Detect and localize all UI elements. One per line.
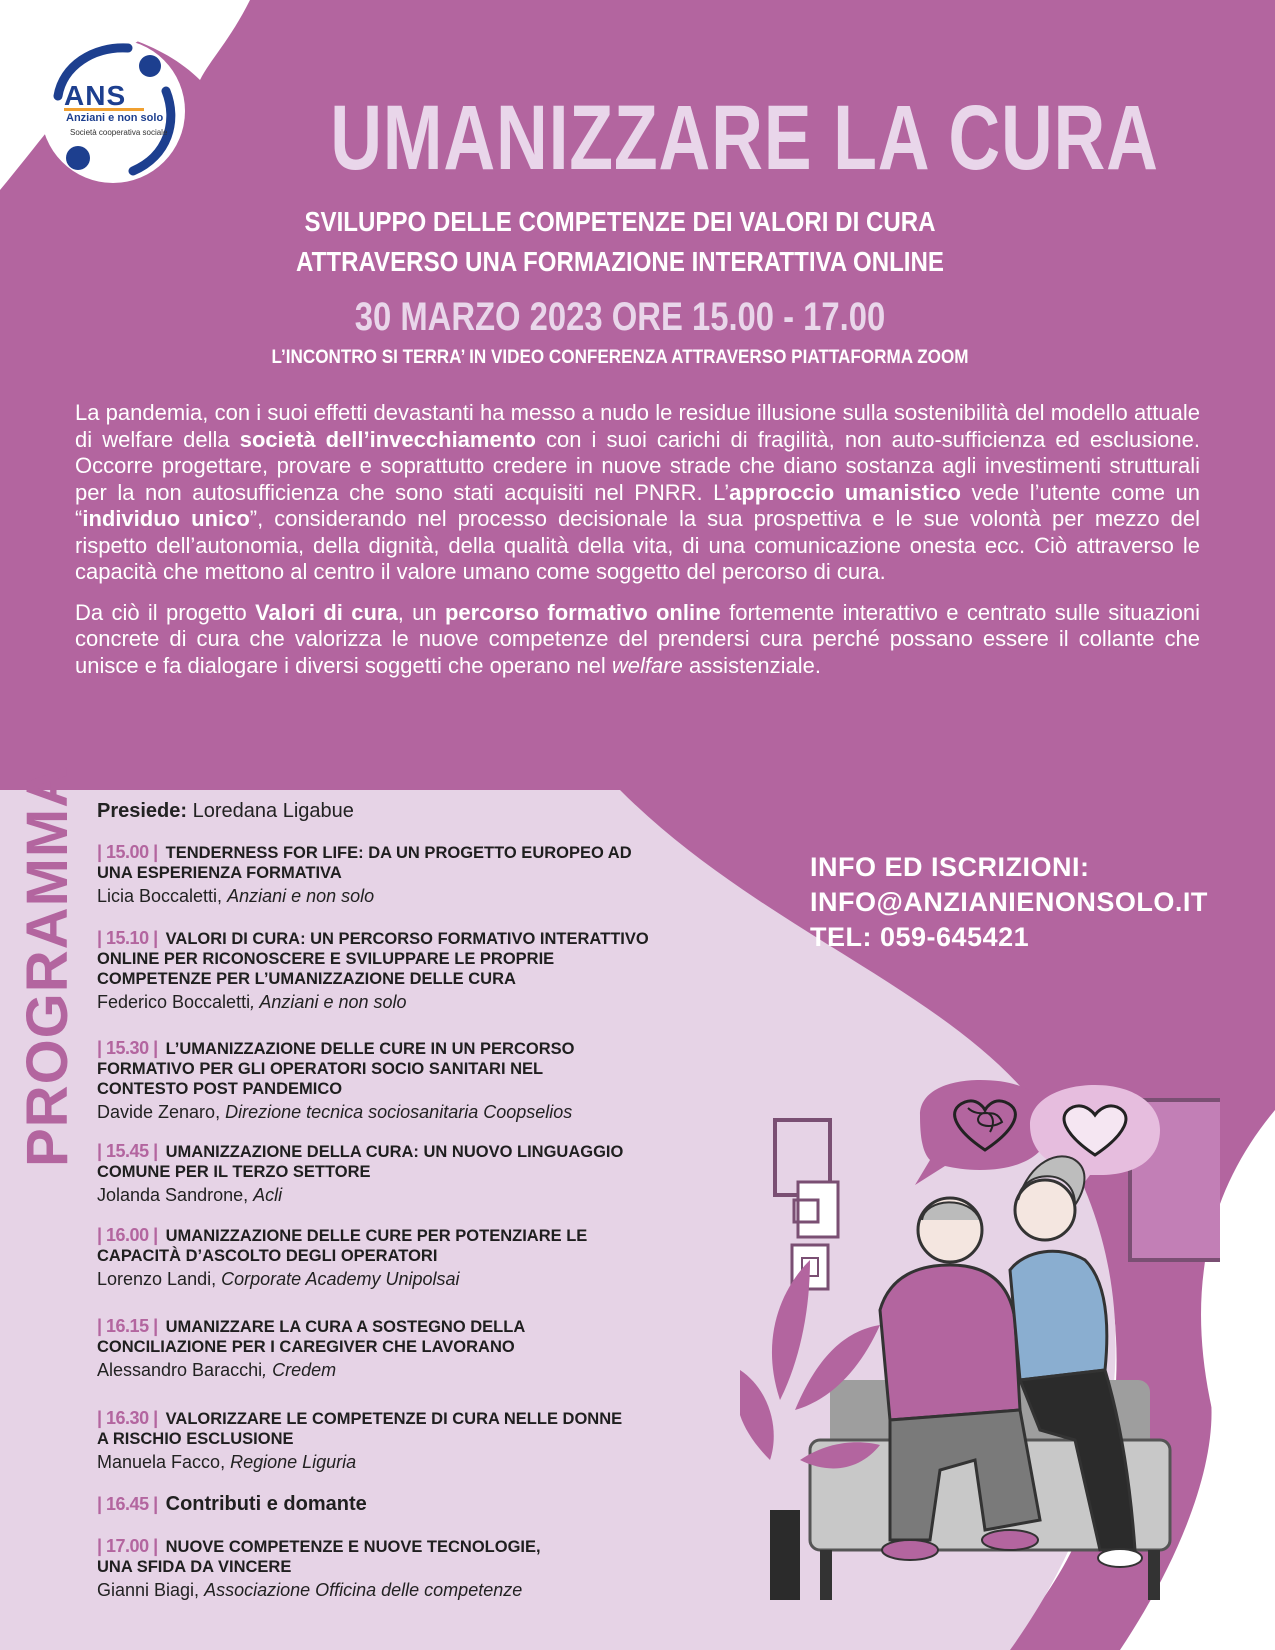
page-title: UMANIZZARE LA CURA [330,87,1159,189]
speaker-org: , Credem [262,1360,337,1380]
logo-tagline: Società cooperativa sociale [70,128,168,137]
text-span: assistenziale. [682,652,822,678]
bold-span: società dell’invecchiamento [239,426,536,452]
item-title-line [97,1141,737,1162]
programme-item [97,1536,737,1602]
text-span: La pandemia, con i suoi effetti devastanti ha messo a nudo le residue illusione sulla sostenibilità del modello attuale di welfare della [75,400,1200,452]
item-title: COMUNE PER IL TERZO SETTORE [97,1163,371,1181]
item-time: | 15.30 | [97,1038,158,1058]
item-time: | 17.00 | [97,1536,158,1556]
text-span: vede l’utente come un “ [75,479,1200,531]
speaker-org: Anziani e non solo [227,886,375,906]
item-title: UMANIZZARE LA CURA A SOSTEGNO DELLA [165,1318,526,1336]
item-speaker [97,1267,737,1291]
chair-label: Presiede: [97,800,188,822]
intro-paragraph-2 [75,600,1200,680]
programme-item [97,1316,737,1382]
speaker-name: Lorenzo Landi, [97,1269,222,1289]
intro-paragraph-1 [75,400,1200,586]
item-time: | 16.15 | [97,1316,158,1336]
speaker-name: Licia Boccaletti, [97,886,228,906]
event-date: 30 MARZO 2023 ORE 15.00 - 17.00 [354,295,886,339]
item-speaker [97,884,737,908]
bold-span: approccio umanistico [729,479,961,505]
item-speaker [97,1578,737,1602]
subtitle-line-2: ATTRAVERSO UNA FORMAZIONE INTERATTIVA ONLINE [296,246,944,277]
plant-pot [770,1510,800,1600]
sofa-leg [820,1550,832,1600]
man-sweater [880,1265,1020,1420]
item-title: VALORIZZARE LE COMPETENZE DI CURA NELLE DONNE [165,1410,623,1428]
item-title-line [97,1316,737,1337]
chair-line [97,800,354,823]
item-title: FORMATIVO PER GLI OPERATORI SOCIO SANITARI NEL [97,1060,544,1078]
logo-abbr: ANS [64,80,127,111]
item-speaker [97,1100,737,1124]
item-time: | 15.00 | [97,842,158,862]
logo-name: Anziani e non solo [66,112,164,124]
item-speaker [97,990,737,1014]
speaker-org: , Anziani e non solo [250,992,407,1012]
speaker-org: Direzione tecnica sociosanitaria Coopselios [225,1102,573,1122]
item-title: UMANIZZAZIONE DELLE CURE PER POTENZIARE LE [165,1227,588,1245]
venue-note: L’INCONTRO SI TERRA’ IN VIDEO CONFERENZA ATTRAVERSO PIATTAFORMA ZOOM [271,347,969,368]
woman-cardigan [1010,1251,1107,1380]
speaker-org: Acli [253,1185,283,1205]
info-phone[interactable]: TEL: 059-645421 [810,922,1030,952]
item-title: A RISCHIO ESCLUSIONE [97,1430,294,1448]
item-title-line [97,1225,737,1246]
item-title: CONCILIAZIONE PER I CAREGIVER CHE LAVORANO [97,1338,515,1356]
ans-logo [38,36,188,186]
speech-bubble-left [915,1080,1050,1185]
text-span: ”, considerando nel processo decisionale la sua prospettiva e le sue volontà per mezzo del rispetto dell’autonomia, della dignità, della qualità della vita, di una comunicazione onesta ecc. Ciò attraverso le capacità che mettono al centro il valore umano come soggetto del percorso di cura. [75,506,1200,584]
programme-item [97,1141,737,1207]
info-email[interactable]: INFO@ANZIANIENONSOLO.IT [810,887,1208,917]
italic-span: welfare [611,652,683,678]
item-title: CONTESTO POST PANDEMICO [97,1080,343,1098]
item-title-line [97,1494,737,1514]
item-title: UNA SFIDA DA VINCERE [97,1558,292,1576]
text-span: Da ciò il progetto [75,599,256,625]
item-title-line [97,1408,737,1429]
bold-span: Valori di cura [255,599,398,625]
item-title: ONLINE PER RICONOSCERE E SVILUPPARE LE PROPRIE [97,950,555,968]
item-title: UMANIZZAZIONE DELLA CURA: UN NUOVO LINGUAGGIO [165,1143,624,1161]
plant-leaf [740,1370,774,1460]
item-title: TENDERNESS FOR LIFE: DA UN PROGETTO EUROPEO AD [165,844,632,862]
programme-label: PROGRAMMA [15,764,80,1167]
speaker-org: Regione Liguria [230,1452,357,1472]
text-span: fortemente interattivo e centrato sulle situazioni concrete di cura che valorizza le nuove competenze del prendersi cura perché possano essere il collante che unisce e fa dialogare i diversi soggetti che operano nel [75,599,1200,678]
programme-item [97,1038,737,1124]
item-time: | 15.45 | [97,1141,158,1161]
info-block [810,850,1208,955]
item-title: Contributi e domante [165,1493,367,1515]
bold-span: percorso formativo online [444,599,721,625]
sofa-leg [1148,1550,1160,1600]
programme-item [97,1494,737,1514]
programme-item [97,1225,737,1291]
speaker-name: Jolanda Sandrone, [97,1185,254,1205]
item-speaker [97,1450,737,1474]
programme-item [97,842,737,908]
item-title: CAPACITÀ D’ASCOLTO DEGLI OPERATORI [97,1247,438,1265]
subtitle-line-1: SVILUPPO DELLE COMPETENZE DEI VALORI DI CURA [304,206,936,237]
item-title: COMPETENZE PER L’UMANIZZAZIONE DELLE CURA [97,970,516,988]
speaker-org: Associazione Officina delle competenze [204,1580,523,1600]
woman-head [1015,1180,1075,1240]
item-title-line [97,1536,737,1557]
speaker-name: Manuela Facco, [97,1452,231,1472]
item-title: VALORI DI CURA: UN PERCORSO FORMATIVO INTERATTIVO [165,930,649,948]
info-heading: INFO ED ISCRIZIONI: [810,852,1090,882]
item-time: | 15.10 | [97,928,158,948]
programme-item [97,928,737,1014]
man-shoe [882,1540,938,1560]
text-span: , un [397,599,445,625]
man-shoe [982,1530,1038,1550]
speaker-org: Corporate Academy Unipolsai [221,1269,460,1289]
item-speaker [97,1358,737,1382]
item-time: | 16.45 | [97,1494,158,1514]
woman-shoe [1098,1549,1142,1567]
item-title: NUOVE COMPETENZE E NUOVE TECNOLOGIE, [165,1538,541,1556]
speaker-name: Gianni Biagi, [97,1580,205,1600]
chair-name: Loredana Ligabue [192,800,354,822]
elderly-couple-illustration [740,1080,1220,1620]
item-title-line [97,1038,737,1059]
item-time: | 16.30 | [97,1408,158,1428]
speaker-name: Davide Zenaro, [97,1102,226,1122]
item-title: L’UMANIZZAZIONE DELLE CURE IN UN PERCORSO [165,1040,575,1058]
item-title: UNA ESPERIENZA FORMATIVA [97,864,342,882]
item-speaker [97,1183,737,1207]
programme-item [97,1408,737,1474]
speaker-name: Alessandro Baracchi [97,1360,263,1380]
intro-text [75,400,1200,693]
item-title-line [97,928,737,949]
text-span: con i suoi carichi di fragilità, non auto-sufficienza ed esclusione. Occorre progettare, provare e soprattutto credere in nuove strade che diano sostanza agli investimenti strutturali per la non autosufficienza che sono stati acquisiti nel PNRR. L’ [75,426,1200,505]
bold-span: individuo unico [82,506,250,531]
item-title-line [97,842,737,863]
speaker-name: Federico Boccaletti [97,992,251,1012]
item-time: | 16.00 | [97,1225,158,1245]
